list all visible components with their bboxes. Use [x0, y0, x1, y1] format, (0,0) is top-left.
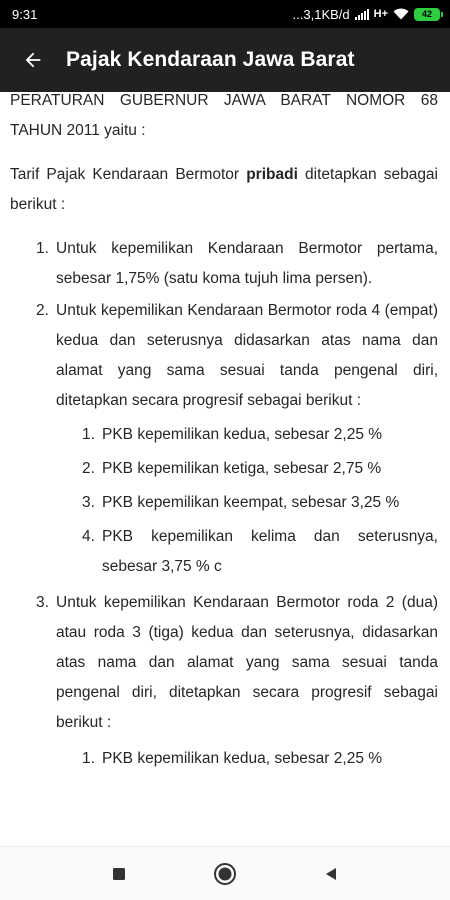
battery-icon: [414, 8, 440, 21]
page-title: Pajak Kendaraan Jawa Barat: [66, 48, 355, 71]
sub-item-number: 4.: [82, 528, 95, 545]
sub-item-text: PKB kepemilikan ketiga, sebesar 2,75 %: [102, 460, 382, 477]
list-item-body: [56, 296, 438, 586]
list-item-text: Untuk kepemilikan Kendaraan Bermotor roda 2 (dua) atau roda 3 (tiga) kedua dan seterusnya, didasarkan atas nama dan alamat yang sama sesuai tanda pengenal diri, ditetapkan secara progresif sebagai berikut :: [56, 594, 438, 731]
sub-list-item: [82, 522, 438, 582]
home-button[interactable]: [207, 856, 243, 892]
recents-button[interactable]: [101, 856, 137, 892]
list-item-text: Untuk kepemilikan Kendaraan Bermotor pertama, sebesar 1,75% (satu koma tujuh lima persen).: [56, 240, 438, 287]
list-item: [36, 234, 438, 294]
sub-item-text: PKB kepemilikan kedua, sebesar 2,25 %: [102, 426, 383, 443]
triangle-back-icon: [323, 866, 339, 882]
list-item-number: 3.: [36, 594, 49, 611]
arrow-left-icon: [22, 49, 44, 71]
para-text-before: Tarif Pajak Kendaraan Bermotor: [10, 166, 247, 183]
status-bar: [0, 0, 450, 28]
network-speed: ...3,1KB/d: [292, 6, 350, 22]
square-icon: [112, 867, 126, 881]
list-item-number: 1.: [36, 240, 49, 257]
battery-level: 42: [421, 9, 432, 19]
sub-item-number: 1.: [82, 750, 95, 767]
list-item: [36, 296, 438, 586]
para-bold-text: pribadi: [246, 166, 298, 183]
network-type: H+: [373, 8, 388, 20]
circle-icon: [213, 862, 237, 886]
list-item-number: 2.: [36, 302, 49, 319]
status-indicators: [293, 7, 440, 22]
system-back-button[interactable]: [313, 856, 349, 892]
rate-list: [10, 234, 438, 778]
status-time: 9:31: [12, 6, 38, 22]
back-button[interactable]: [0, 28, 66, 92]
system-nav-bar: [0, 846, 450, 900]
cell-signal-icon: [355, 9, 369, 20]
intro-text: PERATURAN GUBERNUR JAWA BARAT NOMOR 68 TAHUN 2011 yaitu :: [10, 92, 438, 139]
sub-list: [56, 744, 438, 774]
app-bar: [0, 28, 450, 92]
sub-list: [56, 420, 438, 582]
rate-paragraph: [10, 160, 438, 220]
sub-item-text: PKB kepemilikan kedua, sebesar 2,25 %: [102, 750, 383, 767]
sub-list-item: [82, 454, 438, 484]
list-item-text: Untuk kepemilikan Kendaraan Bermotor roda 4 (empat) kedua dan seterusnya didasarkan atas nama dan alamat yang sama sesuai tanda pengenal diri, ditetapkan secara progresif sebagai berikut :: [56, 302, 438, 409]
sub-item-text: PKB kepemilikan kelima dan seterusnya, sebesar 3,75 % c: [102, 528, 438, 575]
sub-list-item: [82, 488, 438, 518]
article-content[interactable]: [0, 92, 450, 846]
list-item: [36, 588, 438, 778]
para-text-after: ditetapkan sebagai berikut :: [10, 166, 438, 213]
wifi-icon: [393, 8, 409, 20]
sub-item-number: 3.: [82, 494, 95, 511]
sub-list-item: [82, 420, 438, 450]
sub-item-number: 1.: [82, 426, 95, 443]
sub-item-number: 2.: [82, 460, 95, 477]
sub-list-item: [82, 744, 438, 774]
sub-item-text: PKB kepemilikan keempat, sebesar 3,25 %: [102, 494, 400, 511]
list-item-body: [56, 588, 438, 778]
